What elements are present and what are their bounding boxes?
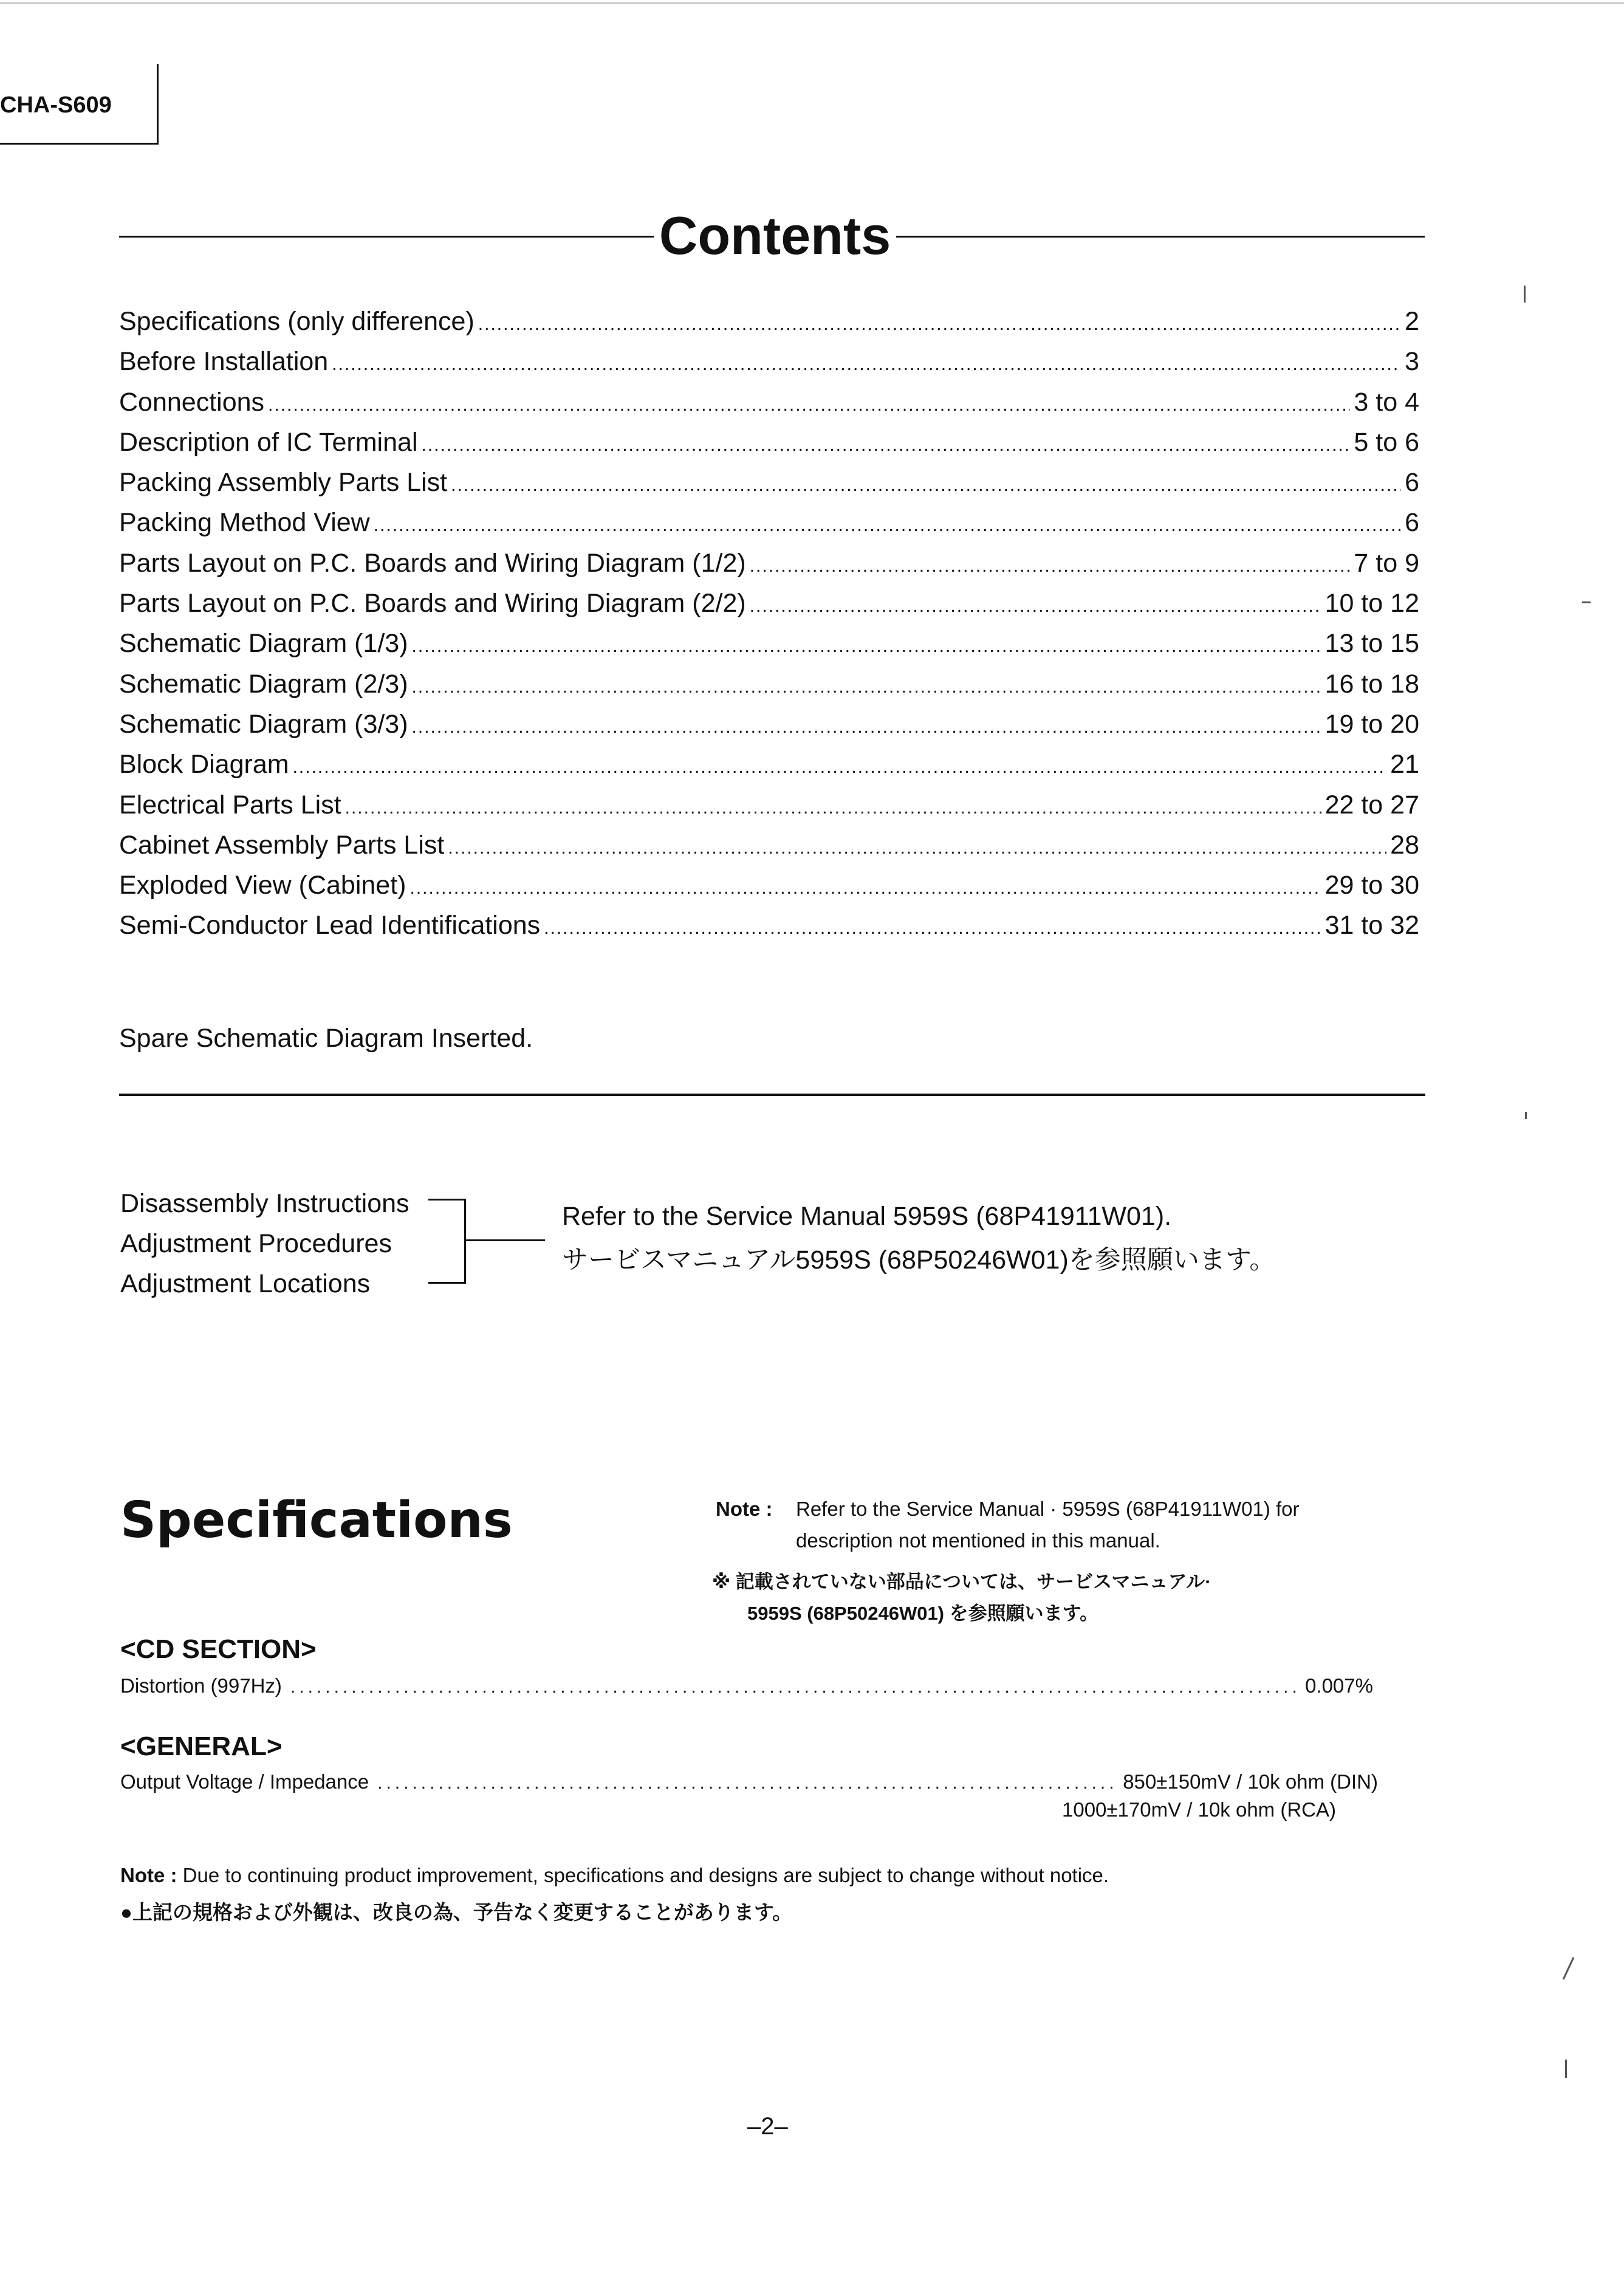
general-section-heading: <GENERAL> [120, 1731, 283, 1761]
toc-title: Exploded View (Cabinet) [119, 871, 406, 900]
toc-page: 22 to 27 [1324, 790, 1419, 820]
toc-page: 29 to 30 [1324, 871, 1419, 900]
toc-title: Electrical Parts List [119, 790, 341, 820]
dot-leader [451, 465, 1401, 505]
toc-title: Schematic Diagram (1/3) [119, 629, 408, 659]
dot-leader [412, 626, 1321, 666]
toc-row [119, 664, 1419, 704]
toc-title: Semi-Conductor Lead Identifications [119, 911, 541, 940]
contents-rule-left [119, 236, 654, 238]
spec-note-japanese-line: ※ 記載されていない部品については、サービスマニュアル· [712, 1571, 1211, 1592]
spec-note-label: Note : [716, 1498, 773, 1520]
spec-note-japanese-line: 5959S (68P50246W01) を参照願います。 [747, 1603, 1099, 1624]
toc-title: Connections [119, 387, 265, 417]
dot-leader [448, 828, 1386, 868]
scan-mark [1524, 286, 1526, 303]
toc-row [119, 825, 1419, 865]
spec-row-distortion [120, 1671, 1373, 1702]
spec-value: 0.007% [1305, 1674, 1373, 1697]
dot-leader [268, 385, 1350, 425]
dot-leader [345, 788, 1321, 828]
toc-page: 16 to 18 [1324, 669, 1419, 699]
refer-item: Adjustment Procedures [120, 1229, 392, 1258]
cd-section-heading: <CD SECTION> [120, 1634, 317, 1664]
toc-title: Schematic Diagram (3/3) [119, 709, 408, 739]
dot-leader [422, 425, 1351, 465]
toc-title: Before Installation [119, 347, 329, 377]
specifications-title: Specifications [120, 1492, 513, 1549]
toc-page: 31 to 32 [1324, 911, 1419, 940]
dot-leader [544, 908, 1321, 948]
spare-note: Spare Schematic Diagram Inserted. [119, 1024, 533, 1053]
toc-title: Cabinet Assembly Parts List [119, 830, 445, 860]
spec-value: 850±150mV / 10k ohm (DIN) [1123, 1770, 1378, 1793]
toc-row [119, 341, 1419, 382]
toc-row [119, 785, 1419, 825]
toc-title: Parts Layout on P.C. Boards and Wiring Diagram (1/2) [119, 548, 746, 578]
toc-title: Schematic Diagram (2/3) [119, 669, 408, 699]
dot-leader [293, 747, 1387, 787]
dot-leader [750, 586, 1321, 626]
toc-page: 19 to 20 [1324, 709, 1419, 739]
dot-leader [412, 667, 1321, 707]
scan-mark [1582, 601, 1591, 603]
footer-note-japanese: ●上記の規格および外観は、改良の為、予告なく変更することがあります。 [120, 1901, 793, 1923]
bracket-stem [466, 1239, 545, 1241]
toc-row [119, 744, 1419, 784]
toc-row [119, 502, 1419, 543]
bracket-connector [428, 1199, 466, 1284]
toc-row [119, 905, 1419, 945]
toc-page: 21 [1390, 750, 1419, 779]
refer-text-japanese: サービスマニュアル5959S (68P50246W01)を参照願います。 [562, 1245, 1276, 1275]
spec-row-output-voltage [120, 1767, 1378, 1798]
refer-item: Disassembly Instructions [120, 1189, 409, 1218]
toc-page: 2 [1405, 307, 1419, 336]
refer-item: Adjustment Locations [120, 1269, 371, 1298]
page-number: –2– [747, 2113, 788, 2140]
spec-note-line: Refer to the Service Manual · 5959S (68P41911W01) for [796, 1498, 1300, 1520]
toc-page: 7 to 9 [1354, 548, 1419, 578]
toc-title: Packing Method View [119, 508, 370, 538]
toc-title: Description of IC Terminal [119, 427, 418, 457]
dot-leader [377, 1768, 1114, 1798]
toc-page: 28 [1390, 830, 1419, 860]
toc-title: Packing Assembly Parts List [119, 468, 448, 498]
footer-note [120, 1864, 1109, 1887]
toc-row [119, 623, 1419, 663]
top-edge-line [0, 2, 1624, 4]
toc-title: Parts Layout on P.C. Boards and Wiring Diagram (2/2) [119, 589, 746, 618]
spec-note-line: description not mentioned in this manual. [796, 1529, 1160, 1552]
dot-leader [374, 505, 1401, 546]
toc-row [119, 865, 1419, 905]
toc-row [119, 382, 1419, 422]
toc-row [119, 704, 1419, 744]
toc-page: 5 to 6 [1354, 427, 1419, 457]
scan-mark [1525, 1112, 1527, 1119]
toc-page: 10 to 12 [1324, 589, 1419, 618]
toc-page: 6 [1405, 508, 1419, 538]
refer-item-list [120, 1183, 409, 1304]
scan-mark [1563, 1957, 1575, 1980]
dot-leader [478, 304, 1401, 344]
section-divider [119, 1094, 1425, 1096]
dot-leader [750, 546, 1351, 586]
spec-label: Output Voltage / Impedance [120, 1770, 369, 1793]
footer-note-label: Note : [120, 1864, 177, 1886]
spec-value: 1000±170mV / 10k ohm (RCA) [1062, 1798, 1336, 1821]
toc-row [119, 583, 1419, 623]
contents-title: Contents [659, 205, 891, 265]
toc-row [119, 301, 1419, 341]
toc-row [119, 462, 1419, 502]
spec-label: Distortion (997Hz) [120, 1674, 282, 1697]
dot-leader [290, 1672, 1297, 1702]
toc-row [119, 422, 1419, 462]
toc-title: Specifications (only difference) [119, 307, 475, 336]
footer-note-text: Due to continuing product improvement, specifications and designs are subject to change without notice. [182, 1864, 1109, 1886]
dot-leader [412, 707, 1321, 747]
refer-text-english: Refer to the Service Manual 5959S (68P41911W01). [562, 1202, 1172, 1231]
table-of-contents [119, 301, 1419, 946]
toc-title: Block Diagram [119, 750, 289, 779]
toc-page: 3 [1405, 347, 1419, 377]
scan-mark [1565, 2060, 1567, 2078]
contents-rule-right [896, 236, 1425, 238]
dot-leader [409, 868, 1321, 908]
toc-page: 6 [1405, 468, 1419, 498]
toc-page: 13 to 15 [1324, 629, 1419, 659]
model-number: CHA-S609 [0, 92, 112, 118]
toc-row [119, 543, 1419, 583]
dot-leader [332, 344, 1401, 385]
toc-page: 3 to 4 [1354, 387, 1419, 417]
